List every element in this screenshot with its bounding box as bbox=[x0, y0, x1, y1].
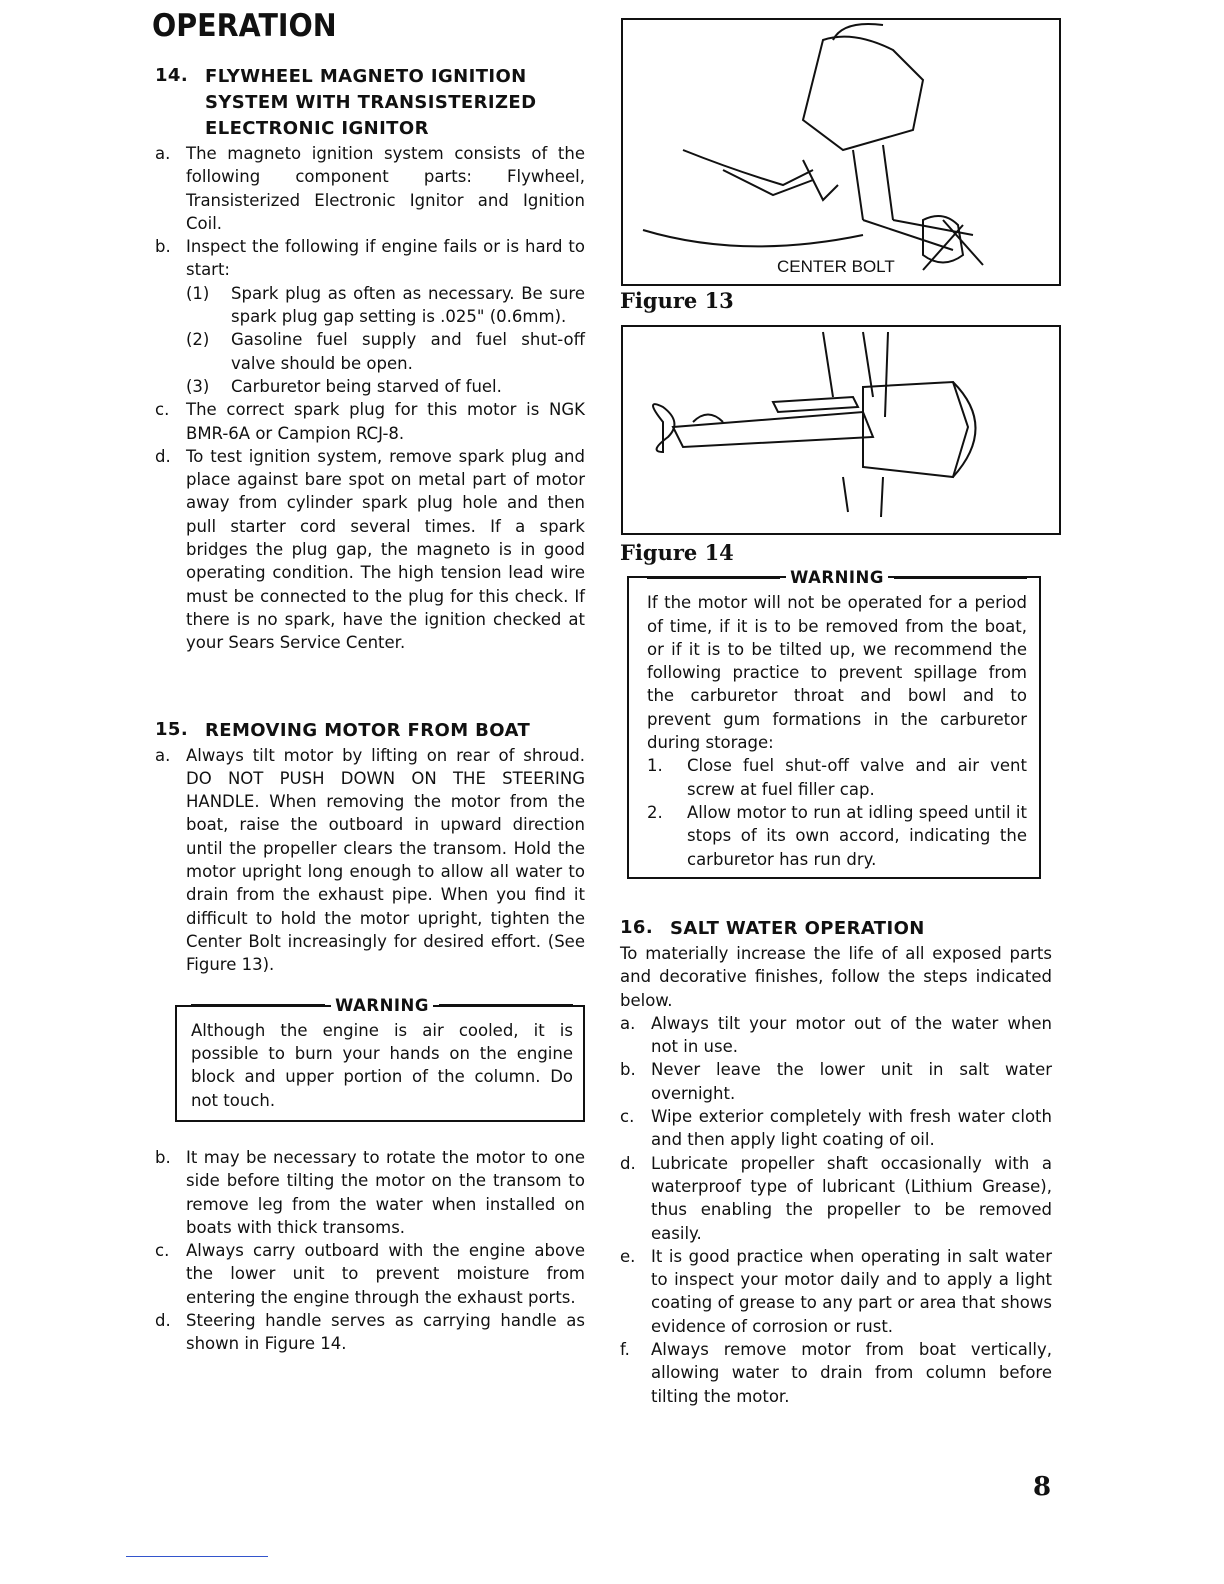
sub-item-text: Spark plug as often as necessary. Be sure spark plug gap setting is .025" (0.6mm). bbox=[231, 283, 585, 327]
item-text: The magneto ignition system consists of the following component parts: Flywheel, Transisterized Electronic Ignitor and Ignition Coil. bbox=[186, 144, 585, 233]
item-label: d. bbox=[155, 446, 171, 466]
item-text: Always tilt your motor out of the water when not in use. bbox=[651, 1013, 1052, 1057]
sub-item-label: (2) bbox=[186, 330, 210, 350]
item-label: d. bbox=[620, 1153, 636, 1173]
item-text: Always remove motor from boat vertically, allowing water to drain from column before tilting the motor. bbox=[651, 1340, 1052, 1406]
item-label: b. bbox=[155, 1147, 171, 1167]
list-item bbox=[155, 744, 585, 977]
section-number: 16. bbox=[620, 917, 654, 938]
item-label: a. bbox=[155, 144, 171, 163]
page-number: 8 bbox=[1033, 1472, 1052, 1502]
item-text: It is good practice when operating in salt water to inspect your motor daily and to apply a light coating of grease to any part or area that shows evidence of corrosion or rust. bbox=[651, 1246, 1052, 1336]
warning-text: Although the engine is air cooled, it is possible to burn your hands on the engine block and upper portion of the column. Do not touch. bbox=[191, 1020, 573, 1110]
list-item bbox=[155, 235, 585, 282]
sub-list-item bbox=[155, 282, 585, 329]
sub-list-item bbox=[155, 375, 585, 398]
item-text: Always carry outboard with the engine above the lower unit to prevent moisture from entering the engine through the exhaust ports. bbox=[186, 1241, 585, 1307]
list-item bbox=[620, 1105, 1052, 1152]
figure-14-frame bbox=[621, 325, 1061, 535]
divider bbox=[191, 1004, 325, 1006]
item-label: a. bbox=[620, 1013, 636, 1033]
list-item bbox=[155, 445, 585, 655]
list-item bbox=[620, 1058, 1052, 1105]
item-label: d. bbox=[155, 1311, 171, 1331]
item-label: c. bbox=[155, 400, 170, 420]
figure-13-illustration bbox=[623, 20, 1059, 284]
sub-item-label: (1) bbox=[186, 283, 210, 303]
item-text: Always tilt motor by lifting on rear of shroud. DO NOT PUSH DOWN ON THE STEERING HANDLE. When removing the motor from the boat, raise the outboard in upward direction until the propeller clears the transom. Hold the motor upright long enough to allow all water to drain from the exhaust pipe. When you find it difficult to hold the motor upright, tighten the Center Bolt increasingly for desired effort. (See Figure 13). bbox=[186, 745, 585, 975]
item-label: b. bbox=[155, 237, 171, 257]
list-item bbox=[155, 398, 585, 445]
item-label: c. bbox=[155, 1241, 170, 1261]
section-title: REMOVING MOTOR FROM BOAT bbox=[205, 719, 531, 741]
figure-13-frame bbox=[621, 18, 1061, 286]
warning-title: WARNING bbox=[331, 994, 433, 1017]
divider bbox=[647, 577, 780, 579]
section-14-heading bbox=[155, 64, 585, 142]
list-item bbox=[620, 1338, 1052, 1408]
item-text: It may be necessary to rotate the motor to one side before tilting the motor on the transom to remove leg from the water when installed on boats with thick transoms. bbox=[186, 1147, 585, 1237]
item-label: f. bbox=[620, 1340, 630, 1360]
item-label: 2. bbox=[647, 802, 663, 822]
section-number: 15. bbox=[155, 718, 189, 740]
sub-list-item bbox=[155, 328, 585, 375]
section-number: 14. bbox=[155, 65, 189, 86]
list-item bbox=[647, 754, 1027, 801]
right-column bbox=[620, 916, 1052, 1408]
list-item bbox=[620, 1245, 1052, 1338]
item-label: e. bbox=[620, 1246, 636, 1266]
list-item bbox=[620, 1152, 1052, 1245]
item-label: 1. bbox=[647, 756, 663, 776]
item-text: Allow motor to run at idling speed until it stops of its own accord, indicating the carburetor has run dry. bbox=[687, 802, 1027, 869]
item-text: Wipe exterior completely with fresh water cloth and then apply light coating of oil. bbox=[651, 1107, 1052, 1150]
item-label: a. bbox=[155, 745, 171, 765]
list-item bbox=[155, 1239, 585, 1309]
item-text: The correct spark plug for this motor is NGK BMR-6A or Campion RCJ-8. bbox=[186, 400, 585, 443]
item-text: Inspect the following if engine fails or is hard to start: bbox=[186, 237, 585, 280]
item-label: c. bbox=[620, 1107, 635, 1127]
item-text: Never leave the lower unit in salt water overnight. bbox=[651, 1060, 1052, 1103]
warning-box-storage bbox=[627, 568, 1041, 879]
warning-title-row bbox=[191, 994, 573, 1017]
list-item bbox=[620, 1012, 1052, 1059]
list-item bbox=[155, 1146, 585, 1239]
section-15-heading bbox=[155, 718, 585, 744]
sub-item-text: Carburetor being starved of fuel. bbox=[231, 376, 502, 396]
item-text: Close fuel shut-off valve and air vent screw at fuel filler cap. bbox=[687, 756, 1027, 799]
item-text: Steering handle serves as carrying handle as shown in Figure 14. bbox=[186, 1311, 585, 1354]
figure-13-caption: Figure 13 bbox=[620, 288, 734, 313]
sub-item-label: (3) bbox=[186, 376, 210, 396]
left-column bbox=[155, 64, 585, 1356]
warning-title: WARNING bbox=[786, 566, 888, 589]
list-item bbox=[647, 801, 1027, 871]
page-title: OPERATION bbox=[152, 8, 337, 44]
divider bbox=[894, 577, 1027, 579]
section-16-intro: To materially increase the life of all exposed parts and decorative finishes, follow the steps indicated below. bbox=[620, 944, 1052, 1010]
footer-divider bbox=[126, 1556, 268, 1557]
item-text: Lubricate propeller shaft occasionally with a waterproof type of lubricant (Lithium Grease), thus enabling the propeller to be removed easily. bbox=[651, 1153, 1052, 1243]
warning-title-row bbox=[647, 566, 1027, 589]
warning-box-storage-wrapper bbox=[627, 568, 1041, 879]
item-label: b. bbox=[620, 1060, 636, 1080]
figure-14-caption: Figure 14 bbox=[620, 540, 734, 565]
section-title: FLYWHEEL MAGNETO IGNITION SYSTEM WITH TRANSISTERIZED ELECTRONIC IGNITOR bbox=[205, 66, 537, 139]
sub-item-text: Gasoline fuel supply and fuel shut-off valve should be open. bbox=[231, 330, 585, 373]
divider bbox=[439, 1004, 573, 1006]
section-16-heading bbox=[620, 916, 1052, 942]
warning-intro: If the motor will not be operated for a period of time, if it is to be removed from the boat, or if it is to be tilted up, we recommend the following practice to prevent spillage from the carburetor throat and bowl and to prevent gum formations in the carburetor during storage: bbox=[647, 593, 1027, 753]
list-item bbox=[155, 142, 585, 235]
figure-14-illustration bbox=[623, 327, 1059, 533]
warning-box-heat bbox=[175, 995, 585, 1122]
section-title: SALT WATER OPERATION bbox=[670, 918, 925, 939]
figure-13-callout: CENTER BOLT bbox=[777, 257, 895, 276]
item-text: To test ignition system, remove spark plug and place against bare spot on metal part of motor away from cylinder spark plug hole and then pull starter cord several times. If a spark bridges the plug gap, the magneto is in good operating condition. The high tension lead wire must be connected to the plug for this check. If there is no spark, have the ignition checked at your Sears Service Center. bbox=[186, 446, 585, 653]
list-item bbox=[155, 1309, 585, 1356]
